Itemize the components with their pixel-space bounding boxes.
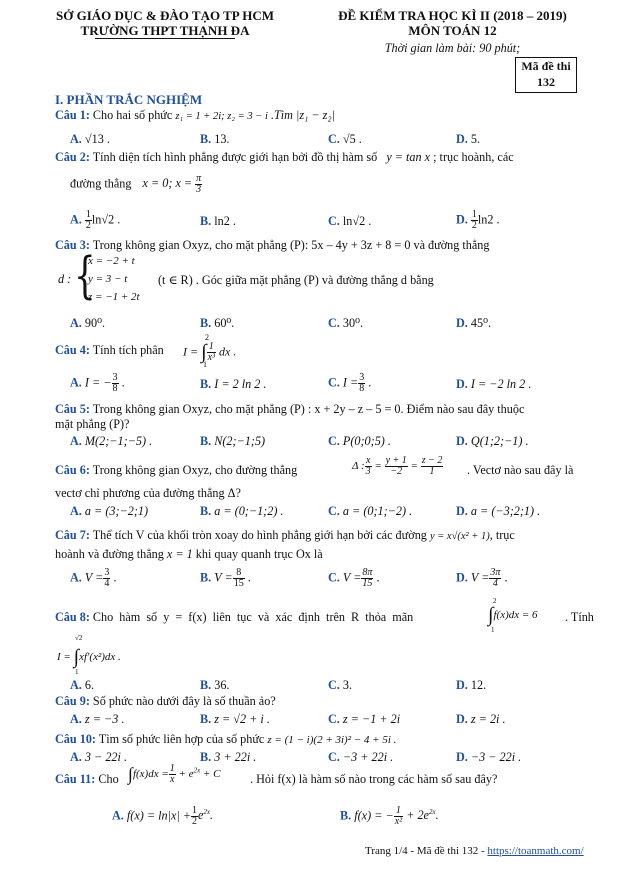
option-value: 12. bbox=[470, 678, 487, 692]
option-value: 30⁰. bbox=[342, 316, 364, 330]
option-letter: B. bbox=[200, 570, 212, 585]
line-delta-equation: Δ : $\frac{x}{3}$ = $\frac{y + 1}{-2}$ = $\frac{z - 2}{1}$ bbox=[352, 455, 443, 477]
question-label: Câu 9: bbox=[55, 694, 90, 708]
q8-option-c[interactable] bbox=[328, 678, 352, 693]
q5-option-d[interactable] bbox=[456, 434, 529, 449]
option-letter: C. bbox=[328, 570, 340, 585]
q10-option-d[interactable] bbox=[456, 750, 521, 765]
question-9 bbox=[55, 694, 276, 709]
question-tail: khi quay quanh trục Ox là bbox=[195, 547, 323, 561]
school-name: TRƯỜNG THPT THẠNH ĐA bbox=[80, 23, 250, 38]
option-value: 45⁰. bbox=[470, 316, 492, 330]
option-letter: B. bbox=[200, 504, 212, 518]
question-label: Câu 6: bbox=[55, 463, 90, 477]
question-label: Câu 2: bbox=[55, 150, 90, 164]
option-letter: D. bbox=[456, 678, 468, 692]
option-letter: A. bbox=[70, 750, 82, 764]
option-value: a = (0;−1;2) . bbox=[214, 504, 284, 518]
question-label: Câu 1: bbox=[55, 108, 90, 122]
option-letter: A. bbox=[70, 316, 82, 330]
option-letter: D. bbox=[456, 504, 468, 518]
option-letter: C. bbox=[328, 712, 340, 726]
option-letter: A. bbox=[70, 375, 82, 390]
option-value: 90⁰. bbox=[84, 316, 106, 330]
q6-option-d[interactable] bbox=[456, 504, 540, 519]
question-text: Cho bbox=[98, 772, 119, 786]
q7-option-d[interactable]: D. V = $\frac{3\pi}{4}$ . bbox=[456, 567, 508, 589]
option-letter: A. bbox=[70, 434, 82, 448]
question-tail: . Vectơ nào sau đây là bbox=[467, 463, 574, 477]
fraction-pi-over-3: $\frac{\pi}{3}$ bbox=[196, 173, 202, 195]
option-letter: A. bbox=[70, 504, 82, 518]
q5-option-c[interactable] bbox=[328, 434, 391, 449]
question-7 bbox=[55, 528, 515, 543]
question-label: Câu 7: bbox=[55, 528, 90, 542]
option-letter: B. bbox=[200, 712, 212, 726]
question-tail: , trục bbox=[489, 528, 515, 542]
option-value: f(x) = − bbox=[354, 808, 394, 823]
q4-option-d[interactable] bbox=[456, 377, 531, 392]
q6-option-b[interactable] bbox=[200, 504, 283, 519]
option-letter: C. bbox=[328, 132, 340, 146]
q7-option-b[interactable]: B. V = $\frac{8}{15}$ . bbox=[200, 567, 251, 589]
option-value: 60⁰. bbox=[214, 316, 235, 330]
question-1 bbox=[55, 108, 335, 123]
footer-text: Trang 1/4 - Mã đề thi 132 - bbox=[365, 845, 485, 857]
q10-option-b[interactable] bbox=[200, 750, 256, 765]
option-letter: D. bbox=[456, 712, 468, 726]
option-value: I = bbox=[342, 375, 359, 390]
option-letter: B. bbox=[200, 678, 212, 692]
q11-integral: ∫f(x)dx = $\frac{1}{x}$ + $e^{2x} + C$ bbox=[128, 763, 221, 785]
option-value: −3 + 22i . bbox=[342, 750, 394, 764]
q5-option-a[interactable] bbox=[70, 434, 152, 449]
option-letter: C. bbox=[328, 750, 340, 764]
integral-I-expression: I = ∫xf′(x²)dx . bbox=[57, 646, 121, 668]
question-text: Tính tích phân bbox=[92, 343, 164, 357]
question-text: Cho hàm số y = f(x) liên tục và xác định trên R thỏa mãn bbox=[92, 610, 414, 624]
q1-option-d[interactable] bbox=[456, 132, 480, 147]
option-letter: A. bbox=[70, 570, 82, 585]
fraction-3-8: $\frac{3}{8}$ bbox=[112, 372, 118, 394]
q7-option-c[interactable]: C. V = $\frac{8\pi}{15}$ . bbox=[328, 567, 380, 589]
question-tail: ; trục hoành, các bbox=[433, 150, 514, 164]
option-value: −3 − 22i . bbox=[470, 750, 522, 764]
option-value: V = bbox=[470, 570, 490, 585]
question-text: Thể tích V của khối tròn xoay do hình phẳng giới hạn bởi các đường bbox=[92, 528, 427, 542]
fraction-8pi-15: $\frac{8\pi}{15}$ bbox=[362, 567, 373, 589]
question-text: Tính diện tích hình phẳng được giới hạn bởi đồ thị hàm số bbox=[92, 150, 378, 164]
q6-option-a[interactable] bbox=[70, 504, 148, 519]
question-3 bbox=[55, 238, 489, 253]
option-letter: D. bbox=[456, 750, 468, 764]
fraction-half: $\frac{1}{2}$ bbox=[471, 209, 477, 231]
question-math: y = tan x bbox=[386, 150, 431, 164]
q8-option-b[interactable] bbox=[200, 678, 229, 693]
option-letter: A. bbox=[70, 712, 82, 726]
option-letter: C. bbox=[328, 316, 340, 330]
question-5 bbox=[55, 402, 524, 417]
question-label: Câu 10: bbox=[55, 732, 96, 746]
integral-upper-2: 2 bbox=[493, 597, 497, 605]
option-letter: B. bbox=[200, 132, 212, 146]
q2-option-b[interactable] bbox=[200, 214, 236, 229]
q10-option-c[interactable] bbox=[328, 750, 393, 765]
question-label: Câu 11: bbox=[55, 772, 96, 786]
fraction-3pi-4: $\frac{3\pi}{4}$ bbox=[490, 567, 501, 589]
option-letter: C. bbox=[328, 678, 340, 692]
option-value: V = bbox=[214, 570, 233, 585]
option-letter: C. bbox=[328, 375, 340, 390]
option-letter: D. bbox=[456, 570, 468, 585]
option-value: I = −2 ln 2 . bbox=[470, 377, 532, 391]
option-value: √13 . bbox=[84, 132, 110, 146]
given-integral: ∫f(x)dx = 6 bbox=[488, 604, 538, 626]
option-value: ln√2 . bbox=[91, 212, 121, 227]
school-department: SỞ GIÁO DỤC & ĐÀO TẠO TP HCM bbox=[55, 8, 274, 23]
section-title: I. PHẦN TRẮC NGHIỆM bbox=[55, 92, 203, 107]
option-value: 3 − 22i . bbox=[84, 750, 127, 764]
option-letter: B. bbox=[200, 377, 212, 391]
option-letter: A. bbox=[70, 212, 82, 227]
option-letter: A. bbox=[70, 132, 82, 146]
question-6-line2: vectơ chỉ phương của đường thẳng Δ? bbox=[55, 486, 241, 500]
question-text: hoành và đường thẳng bbox=[55, 547, 164, 561]
exam-code-label: Mã đề thi bbox=[521, 59, 571, 73]
fraction-half: $\frac{1}{2}$ bbox=[192, 805, 197, 827]
question-math: z = (1 − i)(2 + 3i)² − 4 + 5i . bbox=[267, 734, 397, 746]
q3-option-a[interactable] bbox=[70, 316, 105, 331]
option-letter: B. bbox=[200, 434, 212, 448]
question-label: Câu 8: bbox=[55, 610, 90, 624]
option-value: √5 . bbox=[342, 132, 362, 146]
option-value: a = (3;−2;1) bbox=[84, 504, 149, 518]
q8-option-a[interactable] bbox=[70, 678, 94, 693]
exam-time: Thời gian làm bài: 90 phút; bbox=[384, 41, 521, 55]
option-value: 36. bbox=[214, 678, 230, 692]
option-letter: D. bbox=[456, 316, 468, 330]
option-value: ln√2 . bbox=[342, 214, 372, 228]
fraction-1-over-x2: $\frac{1}{\text{x²}}$ bbox=[394, 805, 403, 827]
option-value: 5. bbox=[470, 132, 481, 146]
option-value: ln2 . bbox=[477, 212, 500, 227]
question-label: Câu 4: bbox=[55, 343, 90, 357]
q11-option-b[interactable]: B. f(x) = − $\frac{1}{\text{x²}}$ + $2e^{2x}$. bbox=[340, 805, 439, 827]
option-value: z = −3 . bbox=[84, 712, 125, 726]
q8-option-d[interactable] bbox=[456, 678, 486, 693]
exam-title: ĐỀ KIỂM TRA HỌC KÌ II (2018 – 2019) bbox=[338, 8, 567, 23]
page-footer bbox=[365, 845, 584, 857]
integral-lower-1: 1 bbox=[203, 360, 207, 369]
brace: { bbox=[74, 247, 96, 306]
q7-option-a[interactable]: A. V = $\frac{3}{4}$ . bbox=[70, 567, 117, 589]
q9-option-b[interactable] bbox=[200, 712, 270, 727]
integral-lower-1: 1 bbox=[491, 626, 495, 634]
system-eq-1: x = −2 + t bbox=[88, 255, 135, 267]
q4-option-b[interactable] bbox=[200, 377, 266, 392]
question-5-line2: mặt phẳng (P)? bbox=[55, 417, 130, 431]
option-value: f(x) = ln|x| + bbox=[126, 808, 191, 823]
option-letter: C. bbox=[328, 504, 340, 518]
school-name-underline bbox=[95, 38, 235, 39]
fraction-3-8: $\frac{3}{8}$ bbox=[359, 372, 365, 394]
fraction-one-over-x3: $\frac{1}{\text{x³}}$ bbox=[207, 341, 216, 363]
option-letter: D. bbox=[456, 434, 468, 448]
question-tail: . Tính bbox=[565, 610, 594, 624]
option-value: 6. bbox=[84, 678, 95, 692]
q1-option-a[interactable] bbox=[70, 132, 110, 147]
q2-option-a[interactable] bbox=[70, 210, 120, 231]
exam-code-box bbox=[515, 57, 577, 93]
option-letter: B. bbox=[200, 750, 212, 764]
fraction-half: $\frac{1}{2}$ bbox=[85, 209, 91, 231]
question-label: Câu 3: bbox=[55, 238, 90, 252]
fraction-8-15: $\frac{8}{15}$ bbox=[233, 567, 244, 589]
question-math: z₁ = 1 + 2i; z₂ = 3 − i bbox=[175, 111, 268, 122]
option-value: z = √2 + i . bbox=[214, 712, 270, 726]
q2-option-c[interactable] bbox=[328, 214, 371, 229]
option-letter: D. bbox=[456, 212, 468, 227]
integral-lower-1: 1 bbox=[75, 668, 79, 676]
question-8 bbox=[55, 610, 413, 625]
integral-expression: I = ∫ $\frac{1}{\text{x³}}$ dx . bbox=[183, 341, 237, 363]
option-value: a = (−3;2;1) . bbox=[470, 504, 541, 518]
option-value: V = bbox=[342, 570, 362, 585]
option-letter: D. bbox=[456, 132, 468, 146]
option-value: 13. bbox=[214, 132, 230, 146]
integral-upper-2: 2 bbox=[205, 333, 209, 342]
option-letter: D. bbox=[456, 377, 468, 391]
question-7-line2 bbox=[55, 547, 323, 562]
q9-option-a[interactable] bbox=[70, 712, 124, 727]
question-math: y = x√(x² + 1) bbox=[429, 531, 490, 542]
question-text: Số phức nào dưới đây là số thuần ảo? bbox=[92, 694, 276, 708]
option-value: I = 2 ln 2 . bbox=[214, 377, 267, 391]
q11-option-a[interactable]: A. f(x) = ln|x| + $\frac{1}{2}$ $e^{2x}$. bbox=[112, 805, 214, 827]
q9-option-d[interactable] bbox=[456, 712, 506, 727]
q3-option-c[interactable] bbox=[328, 316, 363, 331]
question-6 bbox=[55, 463, 297, 478]
question-text: Trong không gian Oxyz, cho mặt phẳng (P): 5x – 4y + 3z + 8 = 0 và đường thẳng bbox=[92, 238, 490, 252]
question-math: x = 0; x = bbox=[142, 176, 193, 191]
option-value: Q(1;2;−1) . bbox=[470, 434, 529, 448]
question-math: x = 1 bbox=[166, 547, 193, 561]
option-value: 3. bbox=[342, 678, 353, 692]
option-letter: B. bbox=[340, 808, 352, 823]
q1-option-c[interactable] bbox=[328, 132, 362, 147]
option-value: ln2 . bbox=[214, 214, 236, 228]
option-letter: B. bbox=[200, 214, 212, 228]
option-value: M(2;−1;−5) . bbox=[84, 434, 153, 448]
q4-option-c[interactable]: C. I = $\frac{3}{8}$ . bbox=[328, 372, 372, 394]
fraction-3-4: $\frac{3}{4}$ bbox=[104, 567, 110, 589]
q4-option-a[interactable]: A. I = − $\frac{3}{8}$ . bbox=[70, 372, 125, 394]
line-name: d : bbox=[58, 272, 72, 286]
option-letter: C. bbox=[328, 214, 340, 228]
question-text: Tìm số phức liên hợp của số phức bbox=[98, 732, 265, 746]
question-4 bbox=[55, 343, 164, 358]
q10-option-a[interactable] bbox=[70, 750, 127, 765]
q3-option-b[interactable] bbox=[200, 316, 234, 331]
option-letter: B. bbox=[200, 316, 212, 330]
option-value: z = −1 + 2i bbox=[342, 712, 401, 726]
question-tail: .Tìm |z₁ − z₂| bbox=[270, 108, 335, 122]
question-10 bbox=[55, 732, 396, 747]
question-text: Trong không gian Oxyz, cho đường thẳng bbox=[92, 463, 298, 477]
exam-code-value: 132 bbox=[537, 75, 555, 89]
system-eq-3: z = −1 + 2t bbox=[88, 291, 140, 303]
option-value: a = (0;1;−2) . bbox=[342, 504, 413, 518]
question-text: đường thẳng bbox=[70, 176, 132, 191]
q9-option-c[interactable] bbox=[328, 712, 400, 727]
q1-option-b[interactable] bbox=[200, 132, 229, 147]
question-11 bbox=[55, 772, 119, 787]
question-text: Cho hai số phức bbox=[92, 108, 173, 122]
option-value: V = bbox=[84, 570, 104, 585]
system-eq-2: y = 3 − t bbox=[88, 273, 128, 285]
question-2-line2 bbox=[70, 174, 202, 195]
option-letter: C. bbox=[328, 434, 340, 448]
question-label: Câu 5: bbox=[55, 402, 90, 416]
question-text: Trong không gian Oxyz, cho mặt phẳng (P) : x + 2y – z – 5 = 0. Điểm nào sau đây thuộc bbox=[92, 402, 525, 416]
option-value: N(2;−1;5) bbox=[214, 434, 266, 448]
option-letter: A. bbox=[70, 678, 82, 692]
option-value: I = − bbox=[84, 375, 112, 390]
q3-option-d[interactable] bbox=[456, 316, 491, 331]
integral-upper-sqrt2: √2 bbox=[75, 634, 83, 642]
exam-subject: MÔN TOÁN 12 bbox=[408, 23, 497, 38]
option-value: 3 + 22i . bbox=[214, 750, 257, 764]
footer-link[interactable]: https://toanmath.com/ bbox=[487, 845, 584, 857]
question-tail: . Hỏi f(x) là hàm số nào trong các hàm số sau đây? bbox=[250, 772, 498, 786]
q6-option-c[interactable] bbox=[328, 504, 412, 519]
option-value: P(0;0;5) . bbox=[342, 434, 391, 448]
option-value: z = 2i . bbox=[470, 712, 506, 726]
option-letter: A. bbox=[112, 808, 124, 823]
q5-option-b[interactable] bbox=[200, 434, 265, 449]
question-3-text: (t ∈ R) . Góc giữa mặt phẳng (P) và đường thẳng d bằng bbox=[158, 273, 434, 287]
question-2 bbox=[55, 150, 514, 165]
q2-option-d[interactable] bbox=[456, 210, 500, 231]
